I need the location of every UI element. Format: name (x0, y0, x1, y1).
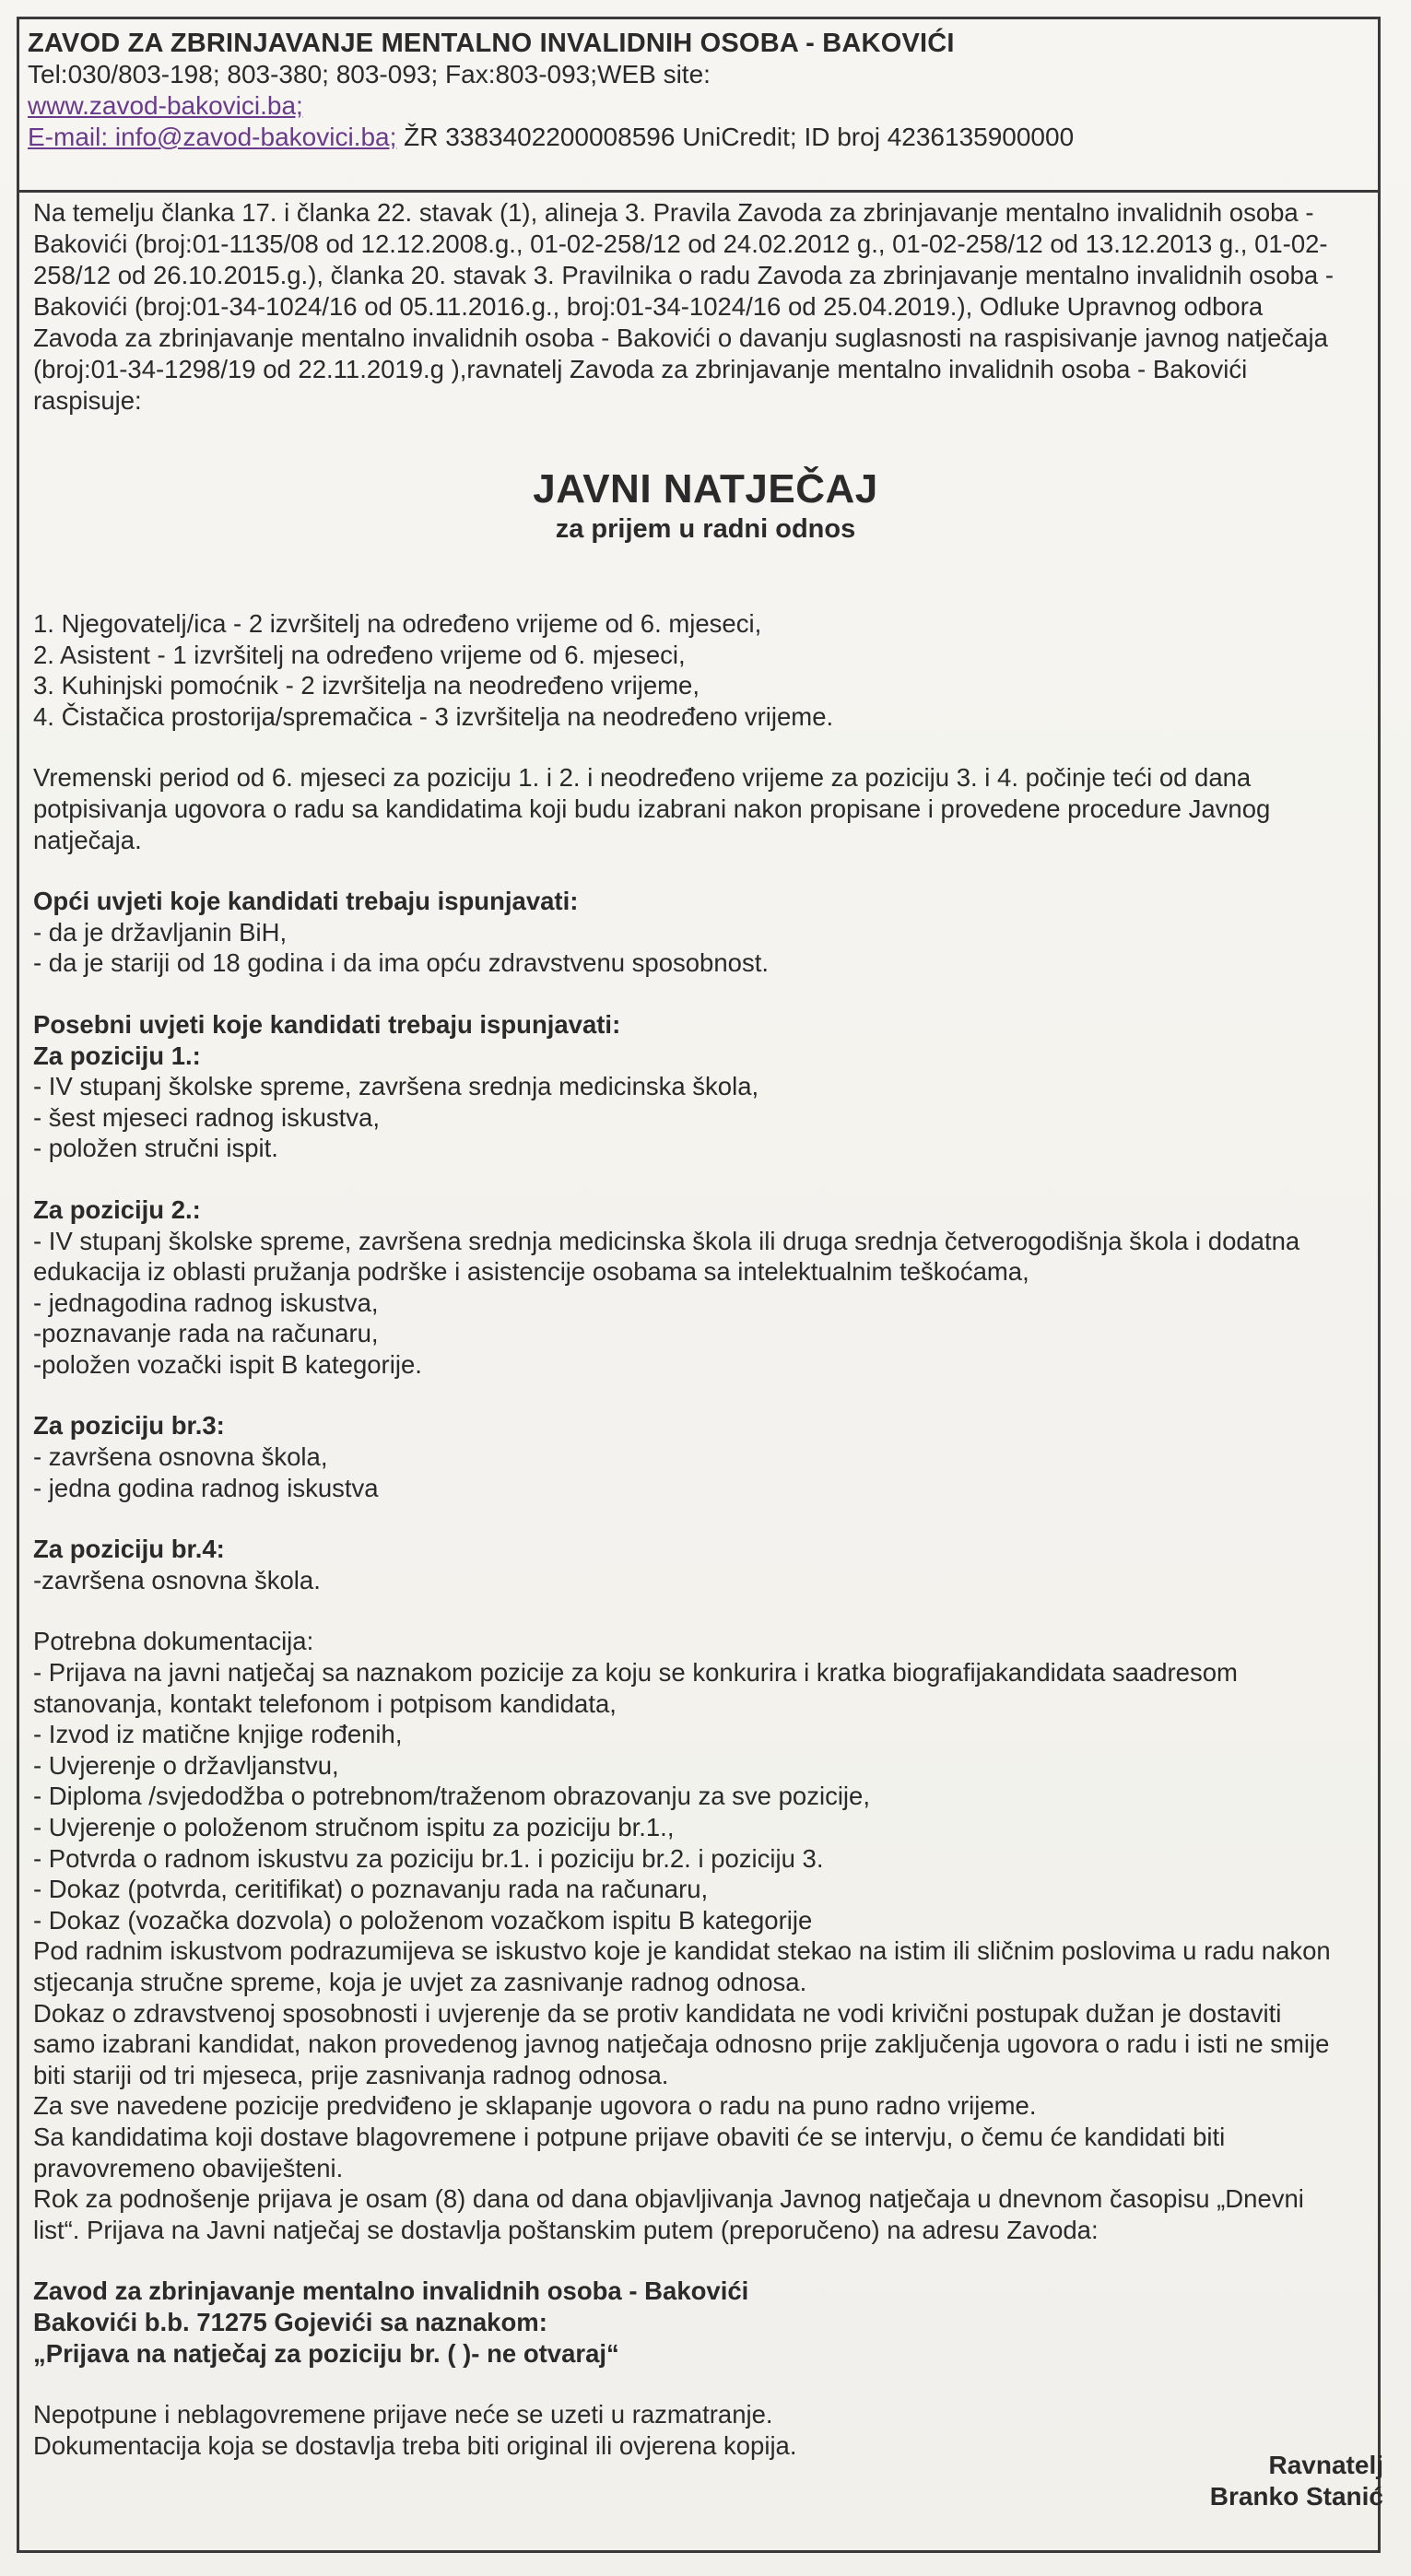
position-1-item: - položen stručni ispit. (33, 1134, 278, 1163)
documentation-item: - Dokaz (vozačka dozvola) o položenom vozačkom ispitu B kategorije (33, 1905, 813, 1935)
position-4-item: -završena osnovna škola. (33, 1565, 321, 1594)
documentation-item: - Dokaz (potvrda, ceritifikat) o poznavanju rada na računaru, (33, 1875, 709, 1904)
signature-role: Ravnatelj (1268, 2451, 1383, 2479)
position-item: 1. Njegovatelj/ica - 2 izvršitelj na određeno vrijeme od 6. mjeseci, (33, 609, 762, 638)
position-2-item: -poznavanje rada na računaru, (33, 1319, 379, 1348)
position-2-item: -položen vozački ispit B kategorije. (33, 1349, 422, 1379)
closing-line: Nepotpune i neblagovremene prijave neće se uzeti u razmatranje. (33, 2400, 773, 2429)
documentation-item: - Izvod iz matične knjige rođenih, (33, 1720, 403, 1749)
closing-line: Dokumentacija koja se dostavlja treba biti original ili ovjerena kopija. (33, 2430, 797, 2460)
documentation-item: - Uvjerenje o državljanstvu, (33, 1750, 339, 1780)
position-2-item: - jednagodina radnog iskustva, (33, 1288, 379, 1317)
announcement-subtitle: za prijem u radni odnos (555, 514, 856, 544)
period-paragraph: Vremenski period od 6. mjeseci za poziciju 1. i 2. i neodređeno vrijeme za poziciju 3. i 4. počinje teći od dana potpisivanja ugovora o radu sa kandidatima koji budu izabrani nakon propisane i provedene procedure Javnog natječaja. (33, 763, 1271, 854)
address-line: Zavod za zbrinjavanje mentalno invalidnih osoba - Bakovići (33, 2276, 749, 2306)
position-2-heading: Za poziciju 2.: (33, 1194, 201, 1224)
position-3-item: - završena osnovna škola, (33, 1442, 328, 1472)
address-line: „Prijava na natječaj za poziciju br. ( )- ne otvaraj“ (33, 2338, 619, 2368)
documentation-item: - Diploma /svjedodžba o potrebnom/traženom obrazovanju za sve pozicije, (33, 1782, 870, 1811)
email-link[interactable]: E-mail: info@zavod-bakovici.ba; (28, 123, 397, 151)
announcement-body (33, 608, 1342, 2461)
bank-info: ŽR 3383402200008596 UniCredit; ID broj 4236135900000 (396, 123, 1075, 151)
documentation-item: - Uvjerenje o položenom stručnom ispitu za poziciju br.1., (33, 1813, 675, 1841)
documentation-note: Dokaz o zdravstvenoj sposobnosti i uvjerenje da se protiv kandidata ne vodi krivični postupak dužan je dostaviti samo izabrani kandidat, nakon provedenog javnog natječaja odnosno prije zaključenja ugovora o radu i isti ne smije biti stariji od tri mjeseca, prije zasnivanja radnog odnosa. (33, 1998, 1330, 2089)
organization-name: ZAVOD ZA ZBRINJAVANJE MENTALNO INVALIDNIH OSOBA - BAKOVIĆI (28, 29, 955, 58)
position-4-heading: Za poziciju br.4: (33, 1535, 225, 1564)
intro-paragraph: Na temelju članka 17. i članka 22. stavak (1), alineja 3. Pravila Zavoda za zbrinjavanje mentalno invalidnih osoba - Bakovići (broj:01-1135/08 od 12.12.2008.g., 01-02-258/12 od 24.02.2012 g., 01-02-258/12 od 13.12.2013 g., 01-02-258/12 od 26.10.2015.g.), članka 20. stavak 3. Pravilnika o radu Zavoda za zbrinjavanje mentalno invalidnih osoba - Bakovići (broj:01-34-1024/16 od 05.11.2016.g., broj:01-34-1024/16 od 25.04.2019.), Odluke Upravnog odbora Zavoda za zbrinjavanje mentalno invalidnih osoba - Bakovići o davanju suglasnosti na raspisivanje javnog natječaja (broj:01-34-1298/19 od 22.11.2019.g ),ravnatelj Zavoda za zbrinjavanje mentalno invalidnih osoba - Bakovići raspisuje: (33, 198, 1335, 415)
documentation-note: Sa kandidatima koji dostave blagovremene i potpune prijave obaviti će se intervju, o čemu će kandidati biti pravovremeno obaviješteni. (33, 2122, 1226, 2182)
header-block (28, 28, 1355, 153)
documentation-item: - Prijava na javni natječaj sa naznakom pozicije za koju se konkurira i kratka biografijakandidata saadresom stanovanja, kontakt telefonom i potpisom kandidata, (33, 1658, 1238, 1718)
announcement-title: JAVNI NATJEČAJ (533, 466, 878, 512)
position-3-item: - jedna godina radnog iskustva (33, 1473, 379, 1502)
position-item: 4. Čistačica prostorija/spremačica - 3 izvršitelja na neodređeno vrijeme. (33, 701, 834, 731)
general-condition-item: - da je državljanin BiH, (33, 917, 288, 947)
contact-line: Tel:030/803-198; 803-380; 803-093; Fax:803-093;WEB site: (28, 60, 711, 88)
documentation-item: - Potvrda o radnom iskustvu za poziciju br.1. i poziciju br.2. i poziciju 3. (33, 1843, 824, 1873)
special-conditions-heading: Posebni uvjeti koje kandidati trebaju ispunjavati: (33, 1009, 621, 1039)
signature-block (1210, 2450, 1383, 2512)
website-link[interactable]: www.zavod-bakovici.ba; (28, 91, 303, 120)
position-1-item: - IV stupanj školske spreme, završena srednja medicinska škola, (33, 1072, 759, 1101)
position-2-item: - IV stupanj školske spreme, završena srednja medicinska škola ili druga srednja četverogodišnja škola i dodatna edukacija iz oblasti pružanja podrške i asistencije osobama sa intelektualnim teškoćama, (33, 1226, 1300, 1287)
general-conditions-heading: Opći uvjeti koje kandidati trebaju ispunjavati: (33, 887, 579, 916)
title-block (0, 465, 1411, 545)
position-1-item: - šest mjeseci radnog iskustva, (33, 1102, 380, 1132)
position-item: 3. Kuhinjski pomoćnik - 2 izvršitelja na neodređeno vrijeme, (33, 671, 700, 700)
header-divider (19, 190, 1378, 193)
signature-name: Branko Stanić (1209, 2482, 1383, 2511)
address-line: Bakovići b.b. 71275 Gojevići sa naznakom: (33, 2307, 547, 2336)
position-3-heading: Za poziciju br.3: (33, 1411, 225, 1441)
documentation-heading: Potrebna dokumentacija: (33, 1627, 314, 1656)
documentation-note: Pod radnim iskustvom podrazumijeva se iskustvo koje je kandidat stekao na istim ili sličnim poslovima u radu nakon stjecanja stručne spreme, koja je uvjet za zasnivanje radnog odnosa. (33, 1936, 1331, 1996)
general-condition-item: - da je stariji od 18 godina i da ima opću zdravstvenu sposobnost. (33, 948, 769, 978)
position-1-heading: Za poziciju 1.: (33, 1041, 201, 1070)
documentation-note: Rok za podnošenje prijava je osam (8) dana od dana objavljivanja Javnog natječaja u dnevnom časopisu „Dnevni list“. Prijava na Javni natječaj se dostavlja poštanskim putem (preporučeno) na adresu Zavoda: (33, 2184, 1304, 2244)
documentation-note: Za sve navedene pozicije predviđeno je sklapanje ugovora o radu na puno radno vrijeme. (33, 2091, 1037, 2121)
position-item: 2. Asistent - 1 izvršitelj na određeno vrijeme od 6. mjeseci, (33, 640, 686, 669)
